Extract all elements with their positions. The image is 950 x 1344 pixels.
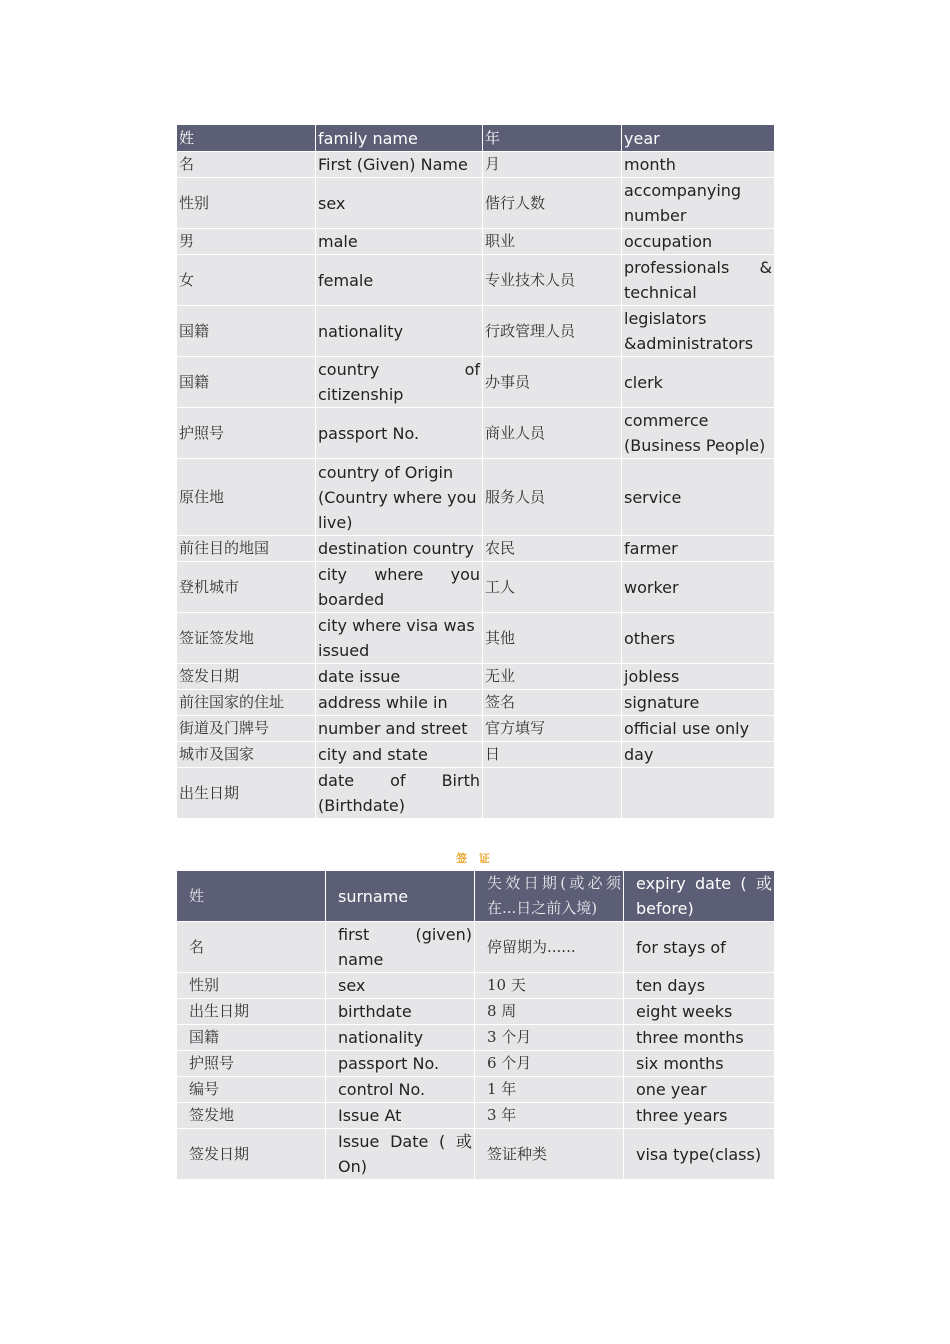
cell-chinese: 登机城市	[177, 562, 316, 613]
cell-english: nationality	[326, 1025, 475, 1051]
cell-chinese: 原住地	[177, 459, 316, 536]
cell-english: first (given) name	[326, 922, 475, 973]
table-row	[177, 922, 775, 973]
cell-english: First (Given) Name	[316, 152, 483, 178]
cell-chinese: 无业	[483, 664, 622, 690]
cell-english: date issue	[316, 664, 483, 690]
table-row	[177, 152, 775, 178]
cell-chinese: 专业技术人员	[483, 255, 622, 306]
table-row	[177, 716, 775, 742]
cell-english: month	[622, 152, 775, 178]
cell-chinese: 姓	[177, 125, 316, 152]
cell-english: family name	[316, 125, 483, 152]
cell-english: day	[622, 742, 775, 768]
cell-english: occupation	[622, 229, 775, 255]
cell-english: worker	[622, 562, 775, 613]
cell-english: year	[622, 125, 775, 152]
cell-chinese: 签发地	[177, 1103, 326, 1129]
cell-chinese: 官方填写	[483, 716, 622, 742]
cell-chinese: 其他	[483, 613, 622, 664]
cell-english: six months	[624, 1051, 775, 1077]
cell-chinese: 城市及国家	[177, 742, 316, 768]
table-row	[177, 459, 775, 536]
cell-chinese: 编号	[177, 1077, 326, 1103]
cell-chinese: 名	[177, 152, 316, 178]
vocabulary-table-entry-form	[176, 124, 775, 819]
cell-english: Issue Date ( 或 On)	[326, 1129, 475, 1180]
table-row	[177, 357, 775, 408]
cell-english: passport No.	[326, 1051, 475, 1077]
cell-chinese: 签发日期	[177, 664, 316, 690]
cell-english: date of Birth (Birthdate)	[316, 768, 483, 819]
cell-english: sex	[326, 973, 475, 999]
cell-english: others	[622, 613, 775, 664]
cell-english: city where you boarded	[316, 562, 483, 613]
cell-chinese: 出生日期	[177, 999, 326, 1025]
cell-english: expiry date ( 或 before)	[624, 871, 775, 922]
table-row	[177, 306, 775, 357]
table-row	[177, 125, 775, 152]
cell-chinese: 月	[483, 152, 622, 178]
cell-english: country of citizenship	[316, 357, 483, 408]
cell-chinese: 办事员	[483, 357, 622, 408]
cell-chinese: 3 年	[475, 1103, 624, 1129]
cell-english: service	[622, 459, 775, 536]
table-row	[177, 973, 775, 999]
cell-chinese: 10 天	[475, 973, 624, 999]
cell-chinese: 名	[177, 922, 326, 973]
cell-chinese: 服务人员	[483, 459, 622, 536]
cell-chinese: 姓	[177, 871, 326, 922]
cell-chinese: 性别	[177, 973, 326, 999]
cell-chinese: 国籍	[177, 357, 316, 408]
cell-chinese: 停留期为......	[475, 922, 624, 973]
cell-chinese: 8 周	[475, 999, 624, 1025]
cell-chinese: 签发日期	[177, 1129, 326, 1180]
cell-chinese: 农民	[483, 536, 622, 562]
cell-english: female	[316, 255, 483, 306]
cell-chinese: 1 年	[475, 1077, 624, 1103]
cell-english: ten days	[624, 973, 775, 999]
cell-chinese: 6 个月	[475, 1051, 624, 1077]
cell-chinese: 国籍	[177, 306, 316, 357]
cell-english: jobless	[622, 664, 775, 690]
cell-english: number and street	[316, 716, 483, 742]
cell-chinese: 3 个月	[475, 1025, 624, 1051]
cell-english: city and state	[316, 742, 483, 768]
table-row	[177, 1103, 775, 1129]
cell-english: one year	[624, 1077, 775, 1103]
table-row	[177, 664, 775, 690]
cell-english: commerce (Business People)	[622, 408, 775, 459]
cell-english: Issue At	[326, 1103, 475, 1129]
cell-english: signature	[622, 690, 775, 716]
cell-english: control No.	[326, 1077, 475, 1103]
cell-chinese: 性别	[177, 178, 316, 229]
table-row	[177, 613, 775, 664]
cell-chinese: 行政管理人员	[483, 306, 622, 357]
cell-chinese: 偕行人数	[483, 178, 622, 229]
table-row	[177, 742, 775, 768]
table-row	[177, 999, 775, 1025]
table-row	[177, 1077, 775, 1103]
cell-english: destination country	[316, 536, 483, 562]
cell-english: official use only	[622, 716, 775, 742]
cell-english: professionals & technical	[622, 255, 775, 306]
cell-english: address while in	[316, 690, 483, 716]
table-row	[177, 871, 775, 922]
cell-english: birthdate	[326, 999, 475, 1025]
table-row	[177, 536, 775, 562]
cell-english: clerk	[622, 357, 775, 408]
cell-english: passport No.	[316, 408, 483, 459]
vocabulary-table-visa	[176, 870, 775, 1180]
table-row	[177, 1051, 775, 1077]
cell-chinese: 日	[483, 742, 622, 768]
cell-english: male	[316, 229, 483, 255]
table-row	[177, 1129, 775, 1180]
cell-english: sex	[316, 178, 483, 229]
cell-chinese: 出生日期	[177, 768, 316, 819]
cell-english: three months	[624, 1025, 775, 1051]
cell-chinese: 职业	[483, 229, 622, 255]
table-row	[177, 690, 775, 716]
cell-chinese	[483, 768, 622, 819]
table-row	[177, 178, 775, 229]
cell-chinese: 签名	[483, 690, 622, 716]
table-row	[177, 768, 775, 819]
cell-chinese: 年	[483, 125, 622, 152]
cell-chinese: 工人	[483, 562, 622, 613]
table-row	[177, 1025, 775, 1051]
table-row	[177, 562, 775, 613]
cell-english: eight weeks	[624, 999, 775, 1025]
cell-chinese: 护照号	[177, 1051, 326, 1077]
cell-chinese: 国籍	[177, 1025, 326, 1051]
cell-chinese: 前往目的地国	[177, 536, 316, 562]
cell-chinese: 签证种类	[475, 1129, 624, 1180]
table-row	[177, 408, 775, 459]
table-row	[177, 255, 775, 306]
cell-chinese: 商业人员	[483, 408, 622, 459]
cell-english: visa type(class)	[624, 1129, 775, 1180]
cell-english: country of Origin (Country where you live)	[316, 459, 483, 536]
section-title-visa: 签 证	[456, 852, 494, 865]
cell-chinese: 女	[177, 255, 316, 306]
cell-english: surname	[326, 871, 475, 922]
cell-english	[622, 768, 775, 819]
cell-english: accompanying number	[622, 178, 775, 229]
cell-chinese: 前往国家的住址	[177, 690, 316, 716]
cell-chinese: 护照号	[177, 408, 316, 459]
cell-english: city where visa was issued	[316, 613, 483, 664]
table-row	[177, 229, 775, 255]
cell-chinese: 男	[177, 229, 316, 255]
cell-english: three years	[624, 1103, 775, 1129]
cell-english: for stays of	[624, 922, 775, 973]
cell-chinese: 签证签发地	[177, 613, 316, 664]
cell-chinese: 失效日期(或必须在...日之前入境)	[475, 871, 624, 922]
cell-chinese: 街道及门牌号	[177, 716, 316, 742]
cell-english: nationality	[316, 306, 483, 357]
cell-english: legislators &administrators	[622, 306, 775, 357]
cell-english: farmer	[622, 536, 775, 562]
